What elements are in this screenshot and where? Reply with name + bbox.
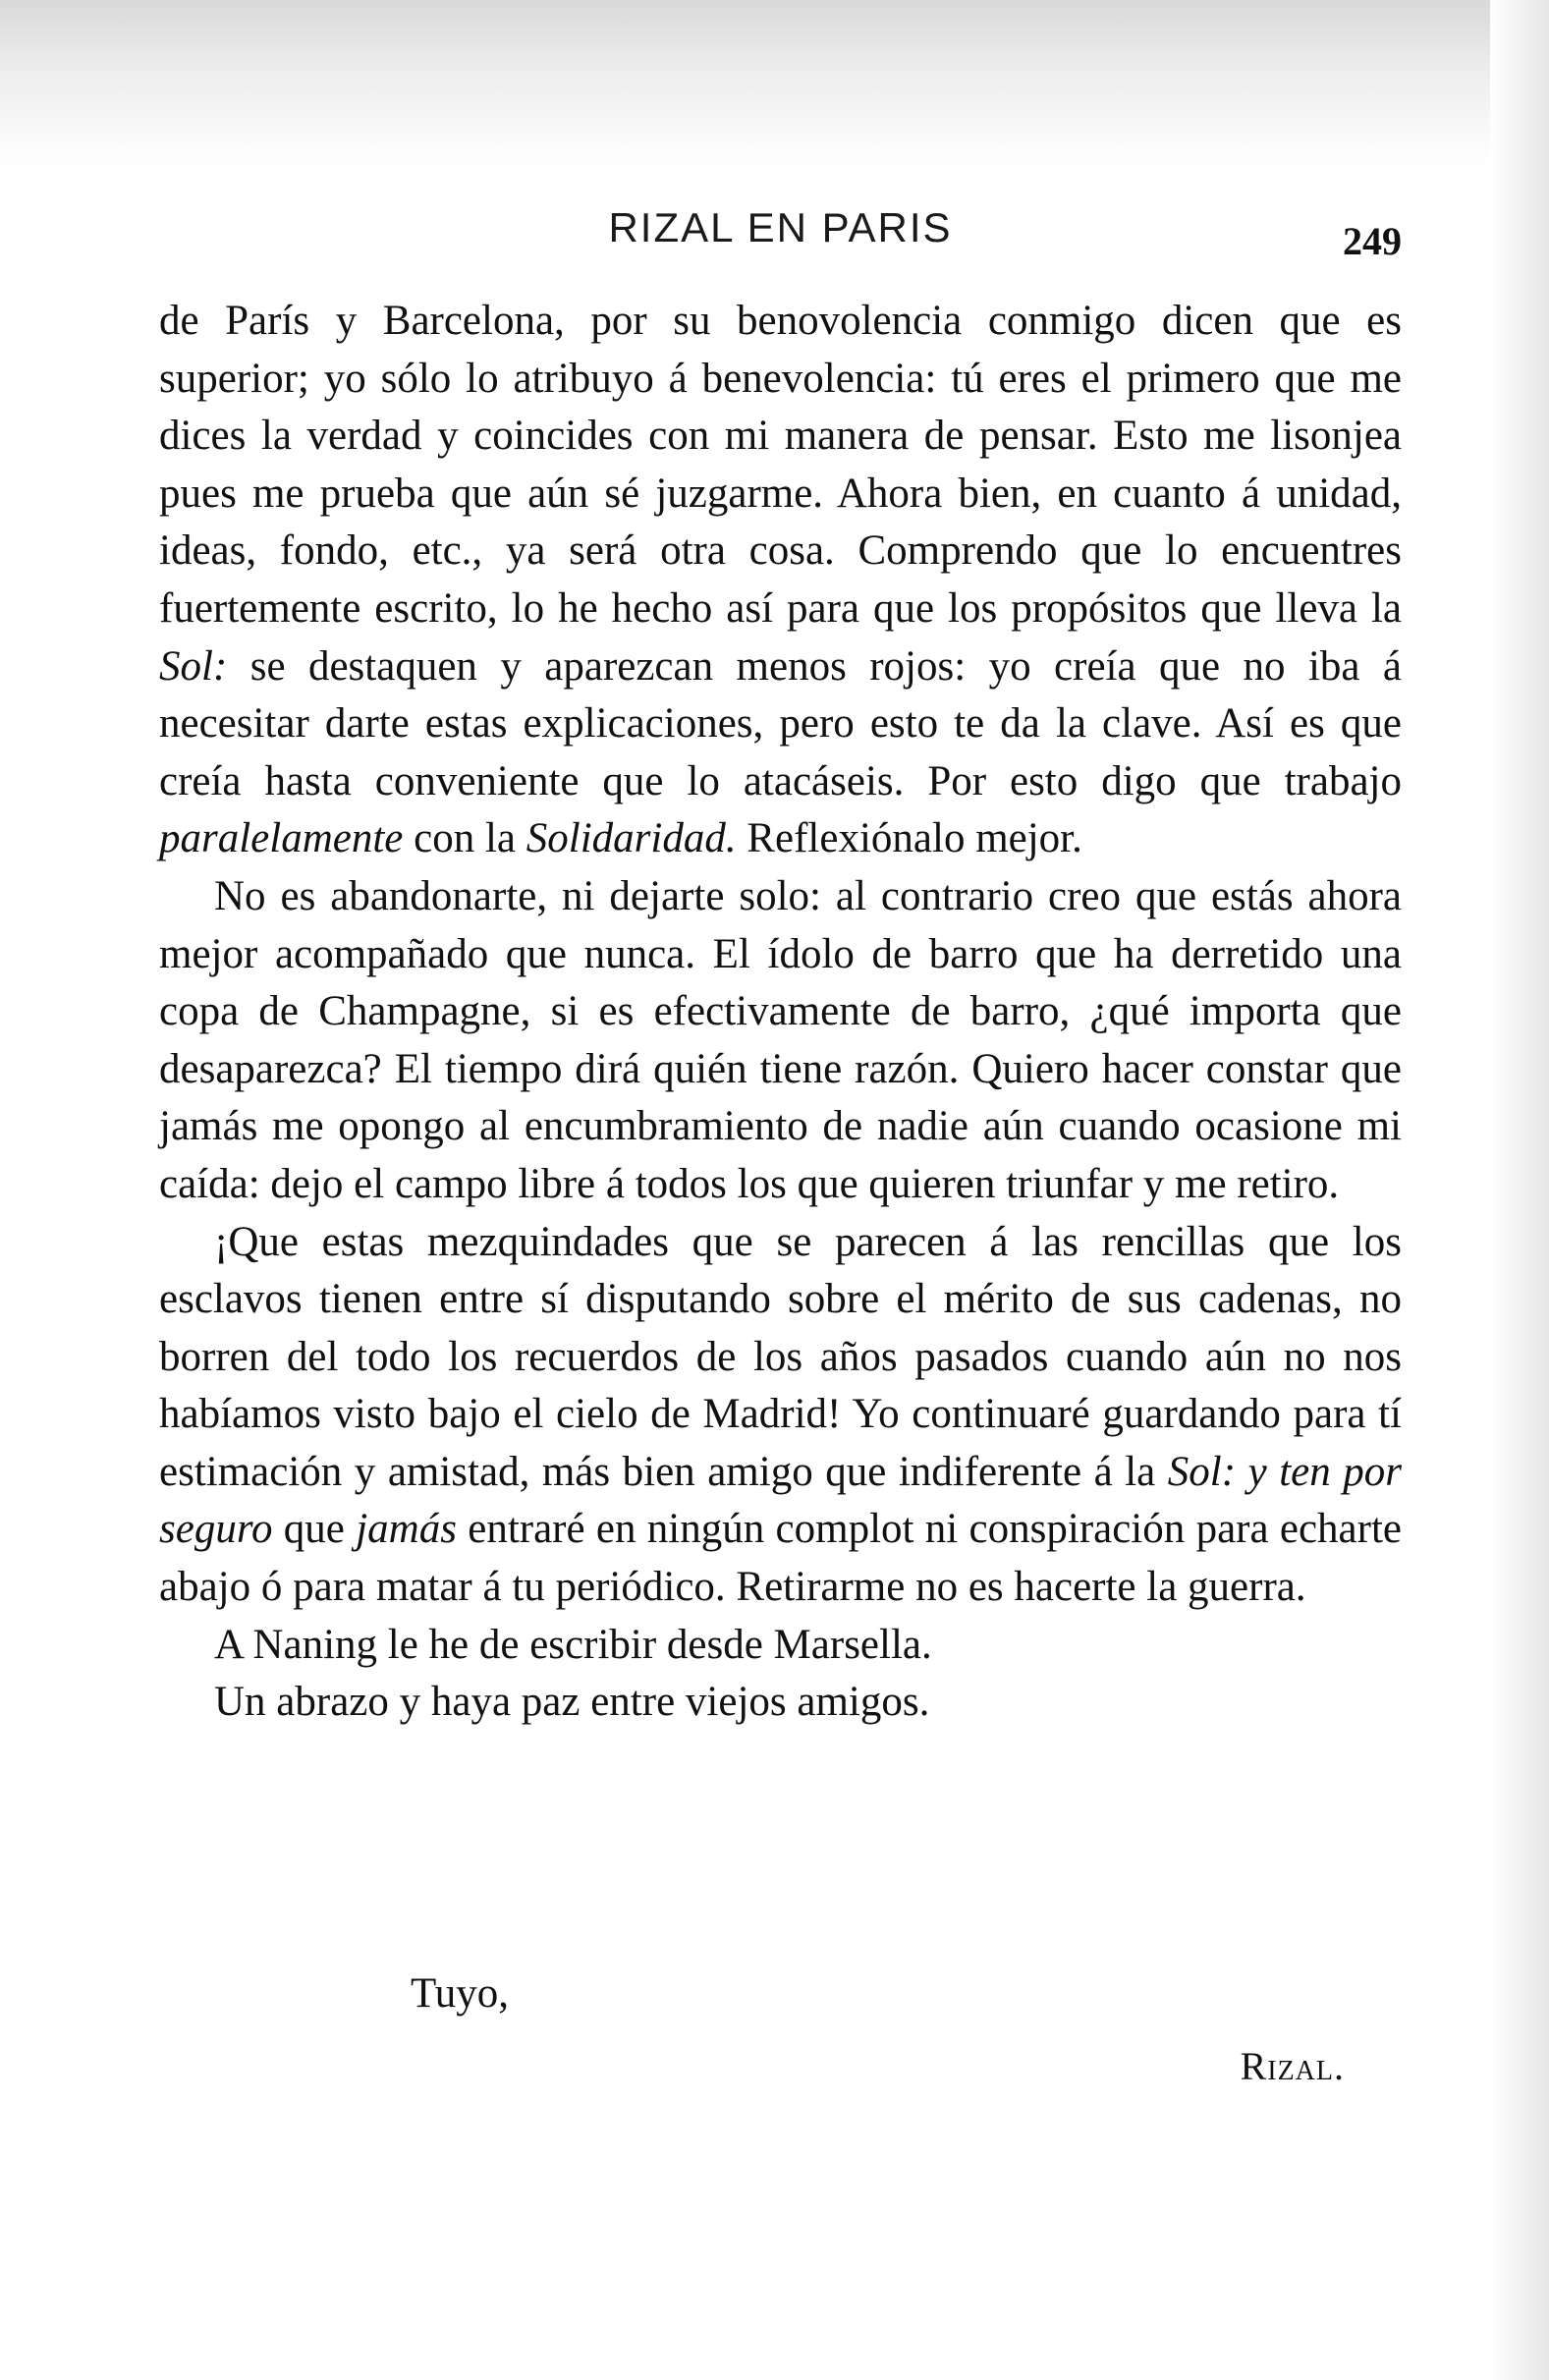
page-header (159, 204, 1402, 273)
page-number: 249 (1343, 219, 1402, 263)
valediction: Tuyo, (411, 1970, 510, 2017)
paragraph-2: No es abandonarte, ni dejarte solo: al contrario creo que estás ahora mejor acompañado que nunca. El ídolo de barro que ha derretido una copa de Champagne, si es efectivamente de barro, ¿qué importa que desaparezca? El tiempo dirá quién tiene razón. Quiero hacer constar que jamás me opongo al encumbramiento de nadie aún cuando ocasione mi caída: dejo el campo libre á todos los que quieren triunfar y me retiro. (159, 872, 1402, 1207)
paragraph-3-text-a: ¡Que estas mezquindades que se parecen á las rencillas que los esclavos tienen entre sí disputando sobre el mérito de sus cadenas, no borren del todo los recuerdos de los años pasados cuando aún no nos habíamos visto bajo el cielo de Madrid! Yo continuaré guardando para tí estimación y amistad, más bien amigo que indiferente á la (159, 1218, 1402, 1495)
paragraph-3-text-d: entraré en ningún complot ni conspiración para echarte abajo ó para matar á tu periódico. Retirarme no es hacerte la guerra. (159, 1506, 1402, 1611)
paragraph-3-text-b (1236, 1449, 1248, 1495)
paragraph-1-text-c: con la (403, 815, 526, 862)
jamas-italic: jamás (356, 1506, 457, 1553)
paragraph-1 (159, 293, 1402, 868)
page-top-shading (0, 0, 1549, 167)
sol-title: Sol: (159, 642, 228, 690)
paragraph-5: Un abrazo y haya paz entre viejos amigos. (214, 1679, 930, 1726)
letter-body (159, 293, 1402, 1732)
signature: Rizal. (1240, 2044, 1345, 2088)
solidaridad-title: Solidaridad. (526, 815, 737, 862)
paragraph-1-text-b: se destaquen y aparezcan menos rojos: yo creía que no iba á necesitar darte estas explicaciones, pero esto te da la clave. Así es que creía hasta conveniente que lo atacáseis. Por esto digo que trabajo (159, 642, 1402, 804)
sol-title-2: Sol: (1167, 1448, 1237, 1495)
paragraph-3 (159, 1214, 1402, 1617)
page-edge-shading (1490, 0, 1549, 2380)
paragraph-4: A Naning le he de escribir desde Marsella. (214, 1621, 932, 1668)
paragraph-1-text-d: Reflexiónalo mejor. (736, 815, 1082, 862)
ten-por-seguro-italic: y ten por seguro (159, 1448, 1402, 1553)
running-head: RIZAL EN PARIS (608, 204, 953, 250)
paragraph-1-text-a: de París y Barcelona, por su benovolencia conmigo dicen que es superior; yo sólo lo atribuyo á benevolencia: tú eres el primero que me dices la verdad y coincides con mi manera de pensar. Esto me lisonjea pues me prueba que aún sé juzgarme. Ahora bien, en cuanto á unidad, ideas, fondo, etc., ya será otra cosa. Comprendo que lo encuentres fuertemente escrito, lo he hecho así para que los propósitos que lleva la (159, 298, 1402, 632)
paralelamente-italic: paralelamente (159, 815, 404, 862)
paragraph-3-text-c: que (272, 1506, 357, 1553)
